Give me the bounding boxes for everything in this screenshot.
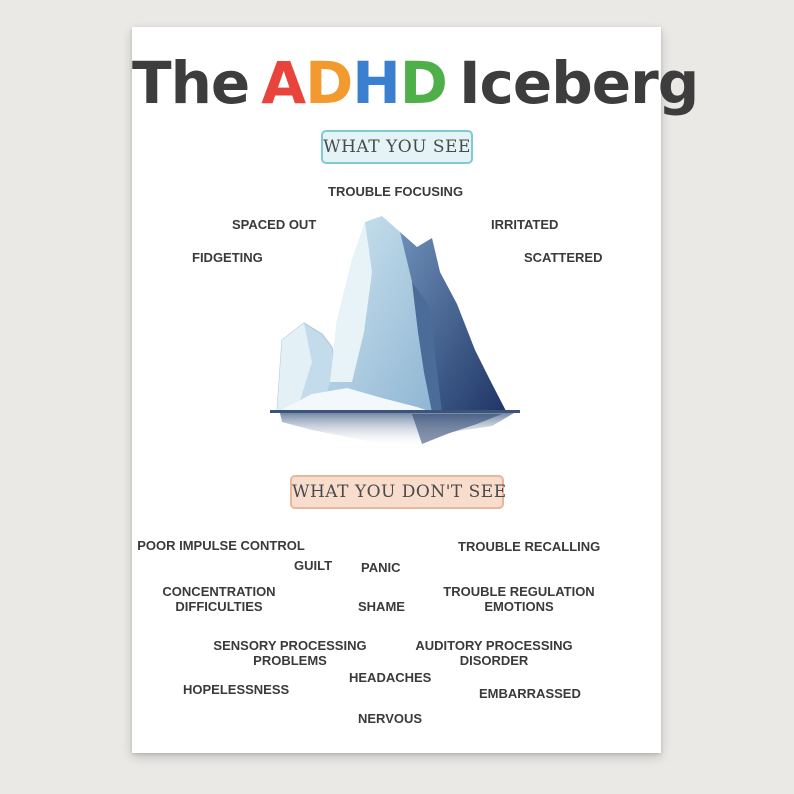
word-concentration-difficulties: CONCENTRATION DIFFICULTIES (162, 584, 276, 614)
word-trouble-recalling: TROUBLE RECALLING (458, 539, 601, 554)
what-you-see-label: WHAT YOU SEE (321, 130, 473, 164)
word-embarrassed: EMBARRASSED (479, 686, 581, 701)
what-you-dont-see-label: WHAT YOU DON'T SEE (290, 475, 504, 509)
word-irritated: IRRITATED (491, 217, 559, 232)
poster-title (132, 47, 699, 119)
word-nervous: NERVOUS (358, 711, 423, 726)
word-panic: PANIC (361, 560, 401, 575)
word-fidgeting: FIDGETING (192, 250, 263, 265)
word-spaced-out: SPACED OUT (232, 217, 317, 232)
poster (132, 27, 699, 753)
word-auditory-processing-disorder: AUDITORY PROCESSING DISORDER (415, 638, 573, 668)
word-shame: SHAME (358, 599, 405, 614)
word-trouble-regulation-emotions: TROUBLE REGULATION EMOTIONS (443, 584, 595, 614)
title-word-the: The (132, 49, 250, 117)
word-headaches: HEADACHES (349, 670, 432, 685)
word-trouble-focusing: TROUBLE FOCUSING (328, 184, 464, 199)
title-letter-h: H (352, 49, 400, 117)
title-letter-d1: D (305, 49, 353, 117)
word-sensory-processing-problems: SENSORY PROCESSING PROBLEMS (213, 638, 367, 668)
word-poor-impulse-control: POOR IMPULSE CONTROL (137, 538, 305, 553)
title-word-iceberg: Iceberg (458, 49, 699, 117)
word-scattered: SCATTERED (524, 250, 603, 265)
iceberg-illustration (252, 212, 542, 457)
word-guilt: GUILT (294, 558, 333, 573)
title-letter-a: A (261, 49, 306, 117)
title-letter-d2: D (399, 49, 447, 117)
word-hopelessness: HOPELESSNESS (183, 682, 290, 697)
